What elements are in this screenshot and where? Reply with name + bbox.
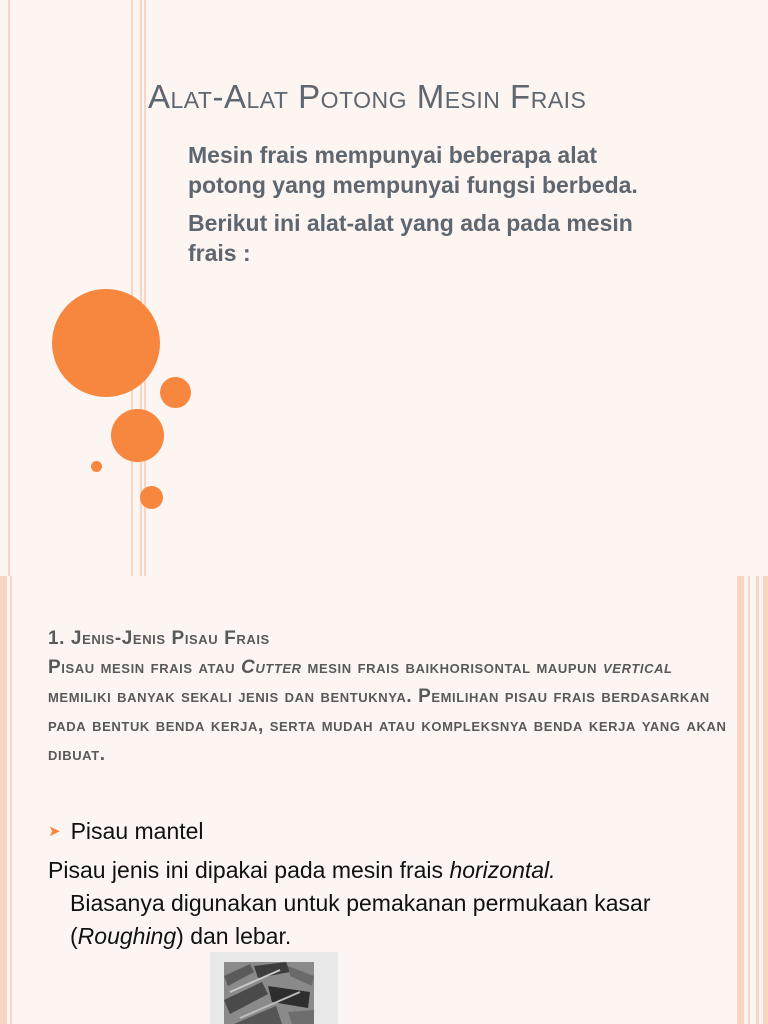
description-text: mesin frais baikhorisontal maupun (301, 657, 604, 678)
decorative-stripe (0, 576, 7, 1024)
text: ( (70, 923, 78, 949)
description-line (48, 857, 556, 883)
arrow-right-icon: ➤ (48, 823, 61, 840)
body-paragraph: Berikut ini alat-alat yang ada pada mesin frais : (188, 210, 633, 266)
section-heading (48, 624, 738, 769)
slide-body (188, 140, 648, 276)
text: ) dan lebar. (176, 923, 292, 949)
decorative-circle-large (52, 289, 160, 397)
decorative-circle-small (140, 486, 163, 509)
slide-title: Alat-Alat Potong Mesin Frais (148, 78, 587, 115)
decorative-stripe (8, 0, 10, 576)
roughing-term: Roughing (77, 923, 177, 949)
decorative-stripe (10, 576, 12, 1024)
section-title: 1. Jenis-Jenis Pisau Frais (48, 628, 270, 649)
slide-2 (0, 576, 768, 1024)
text: Pisau jenis ini dipakai pada mesin frais (48, 857, 450, 883)
description-text: Pisau mesin frais atau (48, 657, 241, 678)
section-description (48, 653, 738, 769)
vertical-term: vertical (603, 657, 673, 678)
horizontal-term: horizontal. (449, 857, 556, 883)
description-text: memiliki banyak sekali jenis dan bentuknya. Pemilihan pisau frais berdasarkan pada bentuk benda kerja, serta mudah atau kompleksnya benda kerja yang akan dibuat. (48, 686, 727, 765)
bullet-label: Pisau mantel (70, 818, 204, 844)
description-line: Biasanya digunakan untuk pemakanan permukaan kasar (70, 890, 651, 916)
decorative-stripe (748, 576, 750, 1024)
decorative-circle-small (160, 377, 191, 408)
decorative-stripe (131, 0, 133, 576)
bullet-item (48, 818, 204, 845)
bullet-description (48, 854, 748, 953)
cutter-image (210, 952, 338, 1024)
description-line (48, 920, 748, 953)
decorative-stripe (737, 576, 744, 1024)
body-paragraph: Mesin frais mempunyai beberapa alat potong yang mempunyai fungsi berbeda. (188, 142, 638, 198)
decorative-stripe (756, 576, 759, 1024)
cutter-term: Cutter (241, 657, 302, 678)
decorative-circle-tiny (91, 461, 102, 472)
decorative-stripe (763, 576, 768, 1024)
decorative-circle-medium (111, 409, 164, 462)
helical-milling-cutter-icon (210, 952, 338, 1024)
